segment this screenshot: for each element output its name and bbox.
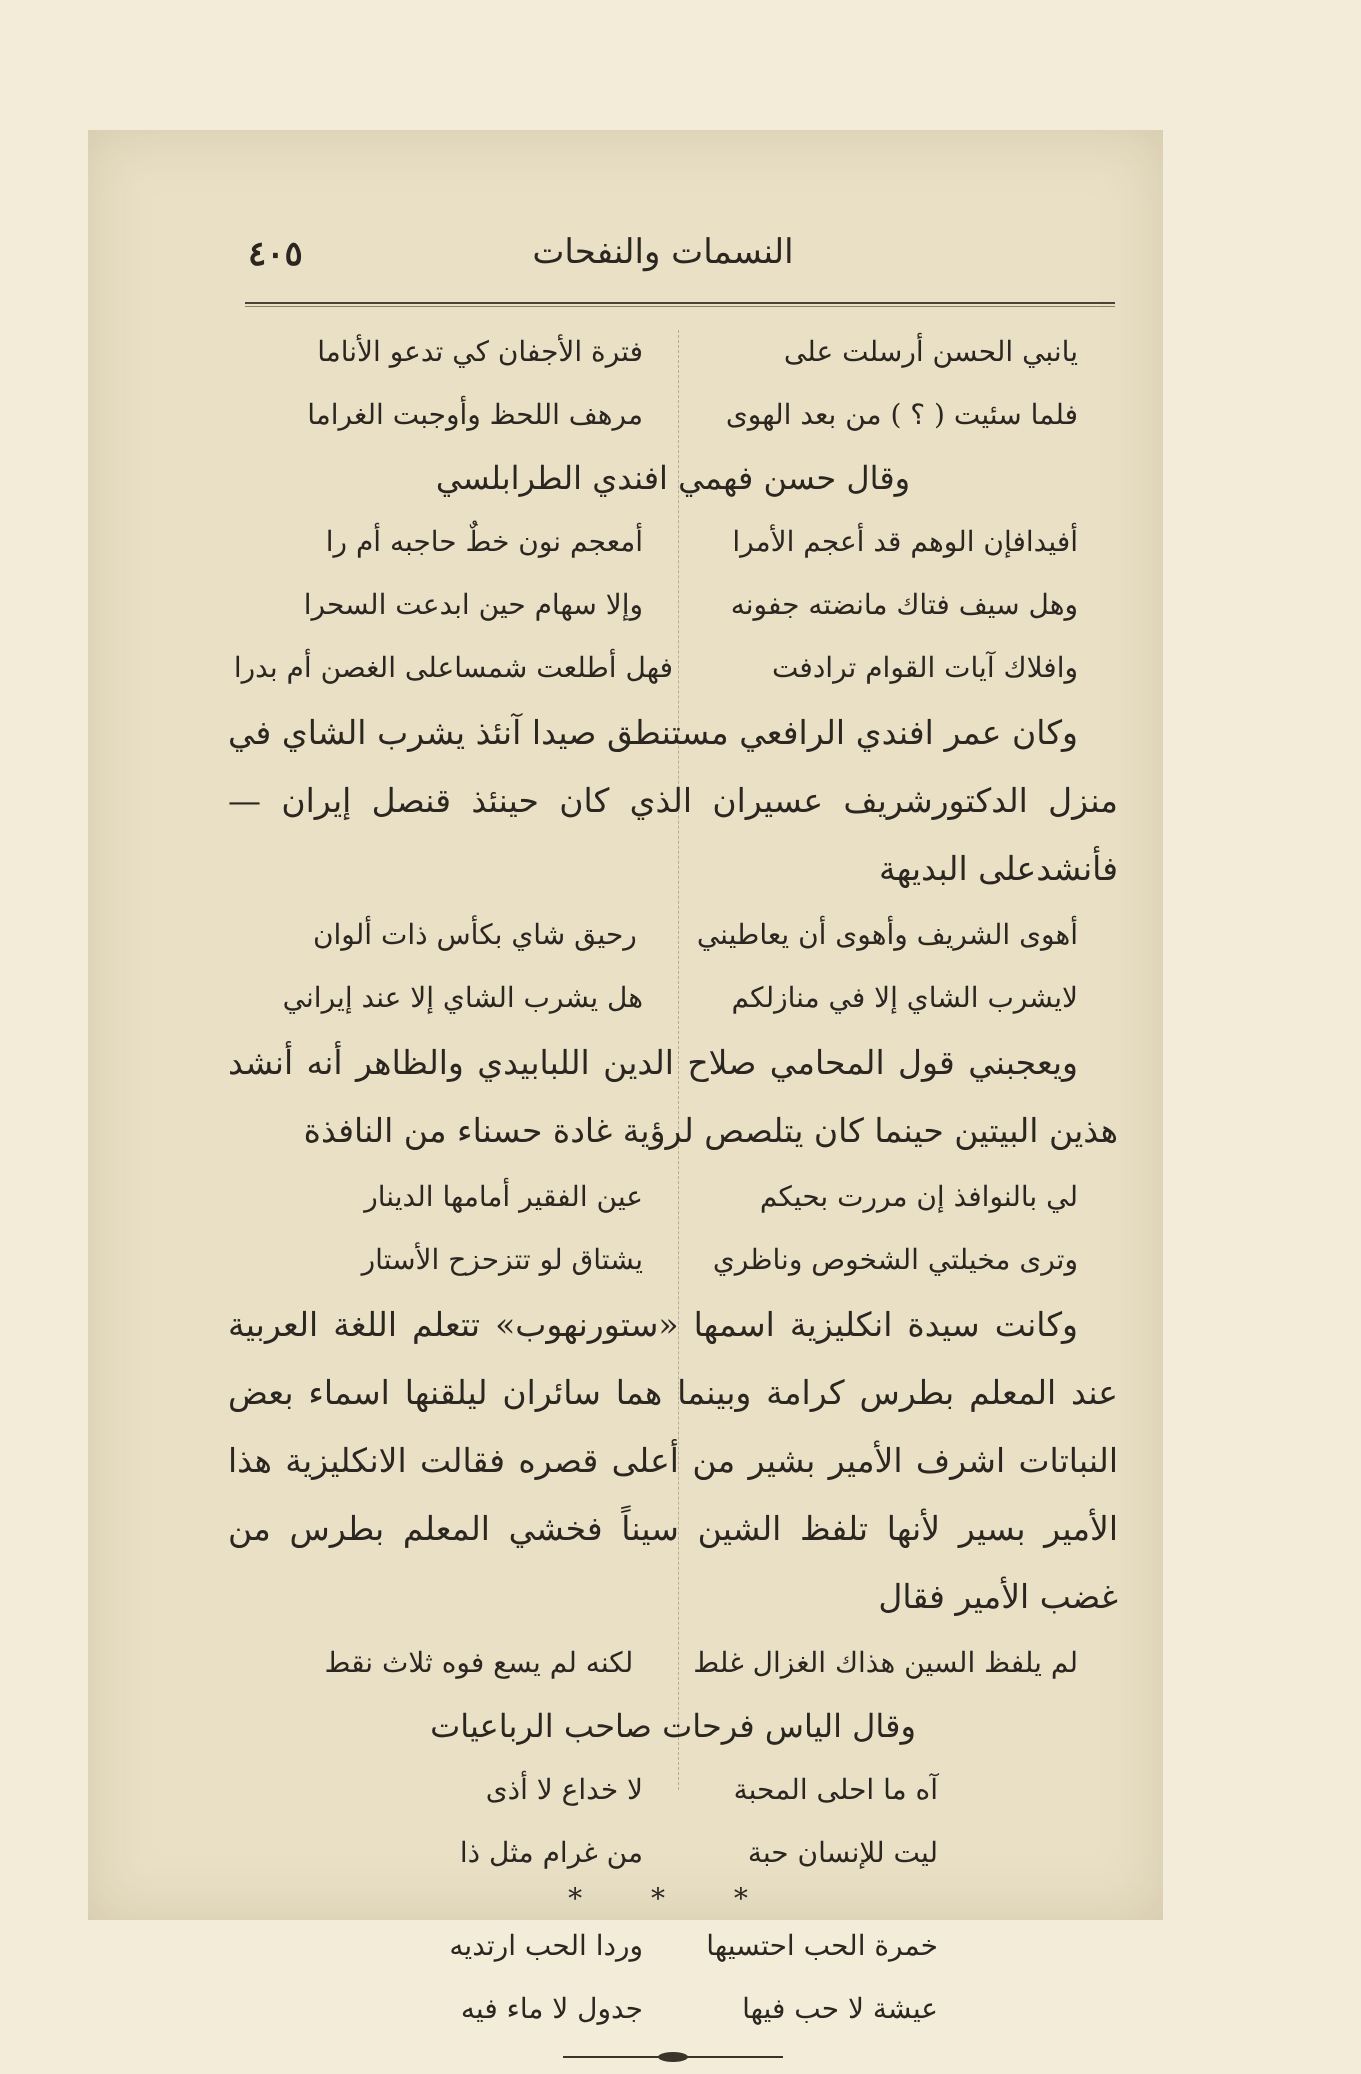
- verse-line: [228, 383, 1118, 446]
- verse-line: [228, 1165, 1118, 1228]
- verse-second-hemistich: هل يشرب الشاي إلا عند إيراني: [282, 981, 643, 1014]
- verse-line: [228, 1914, 1118, 1977]
- page-number: ٤٠٥: [248, 234, 303, 274]
- ornament-dot: [658, 2052, 688, 2062]
- verse-line: [228, 1228, 1118, 1291]
- verse-first-hemistich: لايشرب الشاي إلا في منازلكم: [731, 981, 1078, 1014]
- verse-first-hemistich: عيشة لا حب فيها: [742, 1992, 938, 2025]
- verse-second-hemistich: لا خداع لا أذى: [485, 1773, 643, 1806]
- page-header: [248, 232, 1078, 292]
- verse-first-hemistich: أفيدافإن الوهم قد أعجم الأمرا: [732, 525, 1078, 558]
- running-title: النسمات والنفحات: [532, 232, 794, 272]
- verse-line: [228, 966, 1118, 1029]
- verse-first-hemistich: وهل سيف فتاك مانضته جفونه: [730, 588, 1078, 621]
- verse-second-hemistich: مرهف اللحظ وأوجبت الغراما: [307, 398, 643, 431]
- verse-first-hemistich: وترى مخيلتي الشخوص وناظري: [712, 1243, 1078, 1276]
- verse-line: [228, 636, 1118, 699]
- end-ornament: [563, 2050, 783, 2064]
- poet-heading: وقال الياس فرحات صاحب الرباعيات: [430, 1707, 916, 1745]
- verse-first-hemistich: لي بالنوافذ إن مررت بحيكم: [759, 1180, 1078, 1213]
- page-body: [228, 320, 1118, 2064]
- verse-second-hemistich: وإلا سهام حين ابدعت السحرا: [303, 588, 643, 621]
- verse-first-hemistich: أهوى الشريف وأهوى أن يعاطيني: [696, 918, 1078, 951]
- verse-second-hemistich: وردا الحب ارتديه: [449, 1929, 643, 1962]
- verse-second-hemistich: يشتاق لو تتزحزح الأستار: [361, 1243, 643, 1276]
- verse-second-hemistich: فترة الأجفان كي تدعو الأناما: [317, 335, 643, 368]
- verse-line: [228, 1977, 1118, 2040]
- verse-first-hemistich: ليت للإنسان حبة: [747, 1836, 938, 1869]
- verse-second-hemistich: من غرام مثل ذا: [459, 1836, 643, 1869]
- prose-paragraph: وكانت سيدة انكليزية اسمها «ستورنهوب» تتعلم اللغة العربية عند المعلم بطرس كرامة وبينما هما سائران ليلقنها اسماء بعض النباتات اشرف الأمير بشير من أعلى قصره فقالت الانكليزية هذا الأمير بسير لأنها تلفظ الشين سيناً فخشي المعلم بطرس من غضب الأمير فقال: [228, 1305, 1118, 1616]
- verse-second-hemistich: فهل أطلعت شمساعلى الغصن أم بدرا: [233, 651, 673, 684]
- verse-line: [228, 1631, 1118, 1694]
- verse-line: [228, 510, 1118, 573]
- verse-first-hemistich: آه ما احلى المحبة: [733, 1773, 938, 1806]
- verse-second-hemistich: جدول لا ماء فيه: [460, 1992, 643, 2025]
- verse-first-hemistich: لم يلفظ السين هذاك الغزال غلط: [693, 1646, 1078, 1679]
- verse-second-hemistich: عين الفقير أمامها الدينار: [364, 1180, 643, 1213]
- verse-first-hemistich: خمرة الحب احتسيها: [706, 1929, 938, 1962]
- verse-line: [228, 903, 1118, 966]
- verse-first-hemistich: يانبي الحسن أرسلت على: [783, 335, 1078, 368]
- verse-first-hemistich: وافلاك آيات القوام ترادفت: [771, 651, 1078, 684]
- verse-first-hemistich: فلما سئيت ( ؟ ) من بعد الهوى: [725, 398, 1078, 431]
- verse-line: [228, 1821, 1118, 1884]
- poet-heading: وقال حسن فهمي افندي الطرابلسي: [435, 459, 911, 497]
- prose-paragraph: وكان عمر افندي الرافعي مستنطق صيدا آنئذ يشرب الشاي في منزل الدكتورشريف عسيران الذي كان حينئذ قنصل إيران — فأنشدعلى البديهة: [228, 713, 1118, 888]
- verse-line: [228, 573, 1118, 636]
- verse-second-hemistich: أمعجم نون خطٌ حاجبه أم را: [325, 525, 643, 558]
- verse-line: [228, 320, 1118, 383]
- stanza-separator: * * *: [568, 1882, 778, 1915]
- prose-paragraph: ويعجبني قول المحامي صلاح الدين اللبابيدي والظاهر أنه أنشد هذين البيتين حينما كان يتلصص لرؤية غادة حسناء من النافذة: [228, 1043, 1118, 1150]
- verse-line: [228, 1758, 1118, 1821]
- verse-second-hemistich: لكنه لم يسع فوه ثلاث نقط: [324, 1646, 634, 1679]
- header-rule: [245, 302, 1115, 307]
- verse-second-hemistich: رحيق شاي بكأس ذات ألوان: [312, 918, 637, 951]
